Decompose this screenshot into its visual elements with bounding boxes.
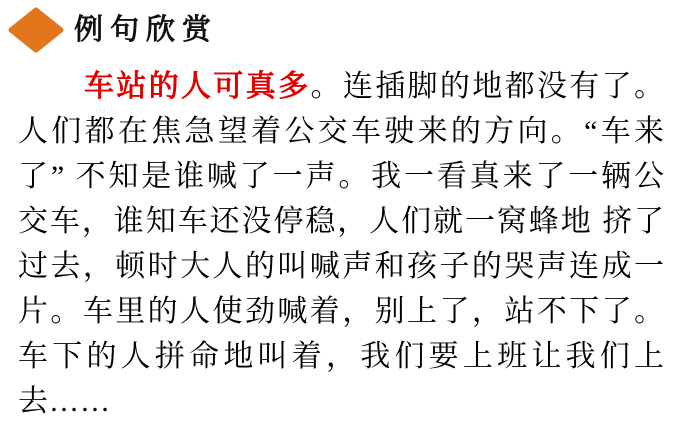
paragraph-line-4: 交车，谁知车还没停稳，人们就一窝蜂地 挤了	[18, 205, 665, 238]
paragraph-line-6: 片。车里的人使劲喊着，别上了，站不下了。	[18, 295, 665, 328]
paragraph-line-7: 车下的人拼命地叫着，我们要上班让我们上	[18, 340, 665, 373]
slide-header	[0, 0, 679, 54]
line-1-rest: 。连插脚的地都没有了。	[310, 70, 665, 103]
paragraph-line-8: 去……	[18, 385, 111, 418]
paragraph-line-1	[18, 64, 665, 109]
paragraph-line-3: 了” 不知是谁喊了一声。我一看真来了一辆公	[18, 160, 665, 193]
slide-title: 例句欣赏	[74, 13, 219, 46]
paragraph-line-2: 人们都在焦急望着公交车驶来的方向。“车来	[18, 115, 665, 148]
highlighted-sentence: 车站的人可真多	[84, 70, 311, 103]
example-paragraph	[18, 64, 665, 422]
paragraph-line-5: 过去，顿时大人的叫喊声和孩子的哭声连成一	[18, 250, 665, 283]
orange-diamond-icon	[8, 7, 64, 53]
